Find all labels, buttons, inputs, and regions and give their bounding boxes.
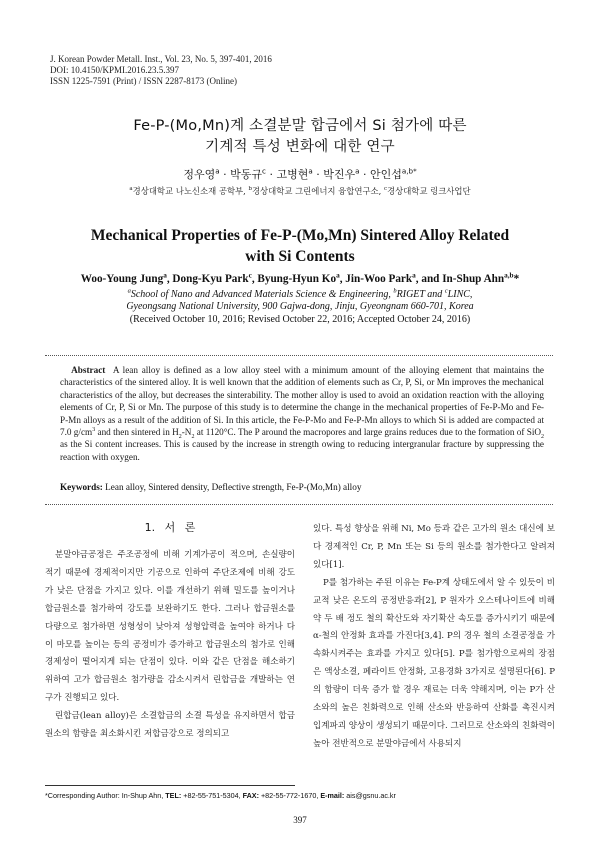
author-sup: a — [412, 271, 416, 280]
body-right-column — [313, 521, 555, 754]
english-title-line1: Mechanical Properties of Fe-P-(Mo,Mn) Sintered Alloy Related — [90, 227, 510, 244]
footnote-label: *Corresponding Author: — [45, 791, 122, 800]
keywords-label: Keywords: — [60, 482, 103, 492]
korean-title — [0, 116, 600, 158]
affil-text: 경상대학교 그린에너지 융합연구소, — [251, 186, 384, 196]
english-author: In-Shup Ahn — [442, 273, 505, 285]
affil-sup: a — [127, 287, 131, 295]
author-sup: c — [262, 166, 266, 176]
korean-author: 정우영 — [183, 168, 216, 181]
author-sup: a — [336, 271, 340, 280]
body-paragraph: 린합금(lean alloy)은 소결합금의 소결 특성을 유지하면서 합금원소의 함량을 최소화시킨 저합금강으로 정의되고 — [45, 711, 295, 740]
keywords-text: Lean alloy, Sintered density, Deflective strength, Fe-P-(Mo,Mn) alloy — [102, 482, 362, 492]
fax-value: +82-55-772-1670, — [258, 791, 321, 800]
affil-text: 경상대학교 나노신소재 공학부, — [132, 186, 249, 196]
abstract — [60, 364, 544, 463]
korean-author: 박동규 — [230, 168, 263, 181]
abstract-text: and then sintered in H — [95, 427, 179, 438]
affil-sup: c — [444, 287, 448, 295]
author-separator: · — [265, 168, 277, 181]
corresponding-mark: * — [513, 273, 520, 285]
abstract-label: Abstract — [71, 365, 106, 375]
affil-sup: c — [383, 186, 388, 193]
author-separator: , — [339, 273, 346, 285]
author-sup: a — [308, 166, 313, 176]
korean-author: 박진우 — [323, 168, 356, 181]
abstract-sub: 2 — [178, 433, 182, 440]
abstract-text: A lean alloy is defined as a low alloy steel with a minimum amount of the alloying element that maintains the characteristics of the sintered alloy. It is well known that the addition of elements such as Cr, P, Si, or Mn improves the mechanical characteristics of the alloy, but decreases the sinterability. The mother alloy is used to avoid an oxidation reaction with the alloying elements of Cr, P, Si or Mn. The purpose of this study is to determine the change in the mechanical properties of Fe-P-Mo and Fe-P-Mn alloys as a result of the addition of Si. In this article, the Fe-P-Mo and Fe-P-Mn alloys to which Si is added are compacted at 7.0 g/cm — [60, 365, 544, 438]
author-separator: , — [166, 273, 173, 285]
english-author: Woo-Young Jung — [80, 273, 164, 285]
korean-title-line1: Fe-P-(Mo,Mn)계 소결분말 합금에서 Si 첨가에 따른 — [133, 118, 467, 134]
affil-line1 — [0, 289, 600, 301]
author-separator: · — [312, 168, 324, 181]
affil-sup: b — [248, 186, 252, 193]
korean-author: 고병현 — [276, 168, 309, 181]
english-author: Byung-Hyun Ko — [257, 273, 337, 285]
affil-text: School of Nano and Advanced Materials Science & Engineering, — [130, 289, 394, 300]
email-label: E-mail: — [320, 791, 345, 800]
tel-label: TEL: — [165, 791, 182, 800]
fax-label: FAX: — [242, 791, 259, 800]
author-separator: · — [219, 168, 231, 181]
footnote-author: In-Shup Ahn, — [121, 791, 166, 800]
divider-bottom — [45, 504, 553, 505]
footnote-rule — [45, 785, 295, 786]
email-value: ais@gsnu.ac.kr — [344, 791, 396, 800]
body-left-column — [45, 547, 295, 744]
english-author: Jin-Woo Park — [345, 273, 413, 285]
author-sup: a,b* — [401, 166, 417, 176]
affil-sup: a — [129, 186, 133, 193]
author-sup: a,b — [504, 271, 514, 280]
abstract-sup: 3 — [92, 426, 96, 433]
issn-line: ISSN 1225-7591 (Print) / ISSN 2287-8173 (Online) — [50, 76, 237, 86]
abstract-text: as the Si content increases. This is caused by the increase in strength owing to reducing intergranular fracture by suppressing the reaction with oxygen. — [60, 439, 544, 462]
author-sup: c — [248, 271, 252, 280]
page-number: 397 — [293, 815, 307, 825]
abstract-text: at 1120°C. The P around the macropores and large grains reduces due to the formation of SiO — [194, 427, 542, 438]
korean-affiliations — [0, 185, 600, 197]
author-sup: a — [355, 166, 360, 176]
korean-author: 안인섭 — [370, 168, 402, 181]
author-separator: · — [359, 168, 371, 181]
affil-sup: b — [393, 287, 397, 295]
english-affiliations — [0, 289, 600, 326]
doi-line: DOI: 10.4150/KPMI.2016.23.5.397 — [50, 65, 180, 75]
author-sup: a — [215, 166, 220, 176]
korean-title-line2: 기계적 특성 변화에 대한 연구 — [205, 139, 395, 155]
affil-text: LINC, — [447, 289, 473, 300]
journal-volume-line: J. Korean Powder Metall. Inst., Vol. 23, No. 5, 397-401, 2016 — [50, 54, 272, 64]
journal-citation — [50, 54, 272, 87]
body-paragraph: 있다. 특성 향상을 위해 Ni, Mo 등과 같은 고가의 원소 대신에 보다 경제적인 Cr, P, Mn 또는 Si 등의 원소를 첨가한다고 알려져 있다[1]. — [313, 524, 555, 570]
author-separator: , — [251, 273, 258, 285]
affil-text: RIGET and — [396, 289, 445, 300]
body-paragraph: 분말야금공정은 주조공정에 비해 기계가공이 적으며, 손실량이 적기 때문에 경제적이지만 기공으로 인하여 주단조제에 비해 강도가 낮은 단점을 가지고 있다. 이를 개선하기 위해 밀도를 높이거나 합금원소를 첨가하여 강도를 보완하기도 한다. 그러나 합금원소를 다량으로 첨가하면 성형성이 낮아져 성형압력을 높여야 하거나 다이 마모를 높이는 등의 공정비가 증가하고 합금원소의 첨가로 인해 경제성이 떨어지게 되는 단점이 있다. 이와 같은 단점을 해소하기 위하여 고가 합금원소 첨가량을 감소시켜서 린합금을 개발하는 연구가 진행되고 있다. — [45, 550, 295, 704]
english-authors — [0, 273, 600, 285]
abstract-sub: 2 — [541, 433, 545, 440]
abstract-text: -N — [181, 427, 192, 438]
author-sup: a — [163, 271, 167, 280]
body-paragraph: P를 첨가하는 주된 이유는 Fe-P계 상태도에서 알 수 있듯이 비교적 낮은 온도의 공정반응과[2], P 원자가 오스테나이트에 비해 약 두 배 정도 철의 확산도와 자기확산 속도를 증가시키기 때문에 α-철의 안정화 효과를 가진다[3,4]. P의 경우 철의 소결공정을 가속화시켜주는 효과를 가지고 있다[5]. P를 첨가함으로써의 장점은 액상소결, 페라이트 안정화, 고용경화 3가지로 설명된다[6]. P의 함량이 더욱 증가 할 경우 재료는 더욱 약해지며, 이는 P가 산소와의 높은 친화력으로 인해 산소와 반응하여 산화를 촉진시켜 입계파괴 양상이 생성되기 때문이다. 그러므로 산소와의 친화력이 높아 전반적으로 분말야금에서 사용되지 — [313, 577, 555, 749]
korean-authors — [0, 166, 600, 182]
tel-value: +82-55-751-5304, — [181, 791, 243, 800]
abstract-sub: 2 — [191, 433, 195, 440]
english-author: Dong-Kyu Park — [172, 273, 249, 285]
corresponding-author-footnote — [45, 791, 396, 800]
received-dates: (Received October 10, 2016; Revised October 22, 2016; Accepted October 24, 2016) — [129, 313, 471, 325]
divider-top — [45, 355, 553, 356]
affil-text: 경상대학교 링크사업단 — [387, 186, 471, 196]
english-title-line2: with Si Contents — [245, 248, 355, 265]
section-heading: 1. 서 론 — [144, 521, 196, 534]
author-separator: , and — [415, 273, 443, 285]
affil-line2: Gyeongsang National University, 900 Gajwa-dong, Jinju, Gyeongnam 660-701, Korea — [126, 301, 474, 313]
keywords — [60, 482, 544, 492]
english-title — [0, 225, 600, 267]
